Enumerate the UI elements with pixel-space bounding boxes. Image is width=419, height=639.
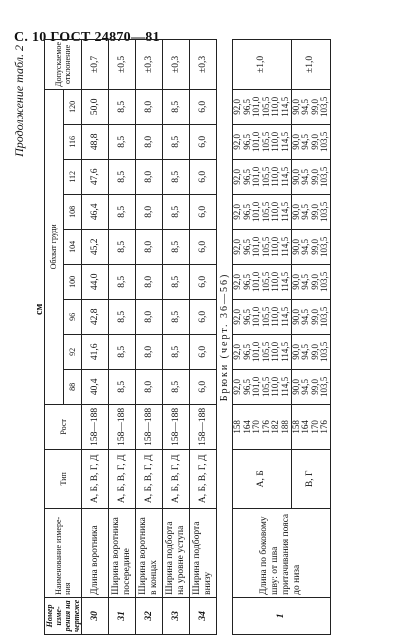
row-value: 50,0 [82, 89, 109, 124]
units-label: см [34, 303, 45, 315]
row-type: А, Б, В, Г, Д [190, 449, 217, 508]
row-values: 90,0 94,5 99,0 103,5 [291, 229, 330, 264]
row-value: 8,5 [163, 369, 190, 404]
row-tolerance: ±0,3 [136, 39, 163, 89]
row-value: 8,5 [163, 194, 190, 229]
row-value: 8,5 [109, 334, 136, 369]
row-tolerance: ±0,7 [82, 39, 109, 89]
row-name: Ширина подборта внизу [190, 508, 217, 597]
row-value: 8,0 [136, 194, 163, 229]
chest-size-100: 100 [63, 264, 82, 299]
row-value: 6,0 [190, 369, 217, 404]
col-tolerance: Допускаемое отклонение [45, 39, 82, 89]
row-values: 90,0 94,5 99,0 103,5 [291, 194, 330, 229]
row-value: 8,0 [136, 159, 163, 194]
row-name: Ширина подборта на уровне уступа [163, 508, 190, 597]
row-value: 8,5 [163, 334, 190, 369]
row-value: 6,0 [190, 264, 217, 299]
row-height: 158—188 [82, 404, 109, 449]
row-value: 6,0 [190, 124, 217, 159]
row-values: 90,0 94,5 99,0 103,5 [291, 299, 330, 334]
row-value: 6,0 [190, 89, 217, 124]
row-values: 90,0 94,5 99,0 103,5 [291, 334, 330, 369]
row-value: 8,5 [163, 159, 190, 194]
row-value: 47,6 [82, 159, 109, 194]
chest-size-108: 108 [63, 194, 82, 229]
row-tolerance: ±1,0 [233, 39, 292, 89]
row-num: 30 [82, 597, 109, 634]
row-value: 8,5 [109, 159, 136, 194]
row-tolerance: ±0,3 [190, 39, 217, 89]
row-height: 158—188 [163, 404, 190, 449]
col-name: Наименование измере-ния [45, 508, 82, 597]
row-value: 8,5 [109, 264, 136, 299]
row-value: 8,0 [136, 89, 163, 124]
col-num: Номер изме-рения на чертеже [45, 597, 82, 634]
table-body [82, 39, 331, 634]
row-values: 92,0 96,5 101,0 105,5 110,0 114,5 [233, 229, 292, 264]
row-value: 8,5 [109, 124, 136, 159]
row-values: 92,0 96,5 101,0 105,5 110,0 114,5 [233, 334, 292, 369]
row-value: 6,0 [190, 229, 217, 264]
table-row [233, 39, 292, 634]
row-value: 8,0 [136, 229, 163, 264]
row-name: Ширина воротника в концах [136, 508, 163, 597]
section-row [217, 39, 233, 634]
row-value: 45,2 [82, 229, 109, 264]
row-num: 33 [163, 597, 190, 634]
row-value: 6,0 [190, 299, 217, 334]
chest-size-96: 96 [63, 299, 82, 334]
row-values: 92,0 96,5 101,0 105,5 110,0 114,5 [233, 159, 292, 194]
measurements-table [44, 39, 331, 635]
chest-size-104: 104 [63, 229, 82, 264]
row-value: 44,0 [82, 264, 109, 299]
row-values: 90,0 94,5 99,0 103,5 [291, 264, 330, 299]
row-type: В, Г [291, 449, 330, 508]
row-value: 40,4 [82, 369, 109, 404]
row-type: А, Б [233, 449, 292, 508]
row-value: 8,5 [109, 299, 136, 334]
table-row [190, 39, 217, 634]
row-type: А, Б, В, Г, Д [136, 449, 163, 508]
chest-size-116: 116 [63, 124, 82, 159]
row-value: 48,8 [82, 124, 109, 159]
row-values: 90,0 94,5 99,0 103,5 [291, 159, 330, 194]
chest-size-120: 120 [63, 89, 82, 124]
chest-size-112: 112 [63, 159, 82, 194]
row-values: 90,0 94,5 99,0 103,5 [291, 89, 330, 124]
row-num: 34 [190, 597, 217, 634]
table-row [82, 39, 109, 634]
table-row [163, 39, 190, 634]
row-height: 158—188 [109, 404, 136, 449]
table-continuation-title: Продолжение табл. 2 [12, 45, 26, 157]
row-value: 8,5 [163, 89, 190, 124]
table-row [136, 39, 163, 634]
row-type: А, Б, В, Г, Д [109, 449, 136, 508]
row-name: Длина по боковому шву: от шва притачивания пояса до низа [233, 508, 331, 597]
row-value: 41,6 [82, 334, 109, 369]
row-type: А, Б, В, Г, Д [163, 449, 190, 508]
row-value: 8,5 [109, 369, 136, 404]
col-type: Тип [45, 449, 82, 508]
row-values: 92,0 96,5 101,0 105,5 110,0 114,5 [233, 124, 292, 159]
row-num: 31 [109, 597, 136, 634]
row-values: 92,0 96,5 101,0 105,5 110,0 114,5 [233, 194, 292, 229]
chest-size-88: 88 [63, 369, 82, 404]
row-value: 8,5 [163, 124, 190, 159]
row-value: 8,0 [136, 124, 163, 159]
col-chest: Обхват груди [45, 89, 64, 404]
row-value: 8,5 [109, 89, 136, 124]
col-height: Рост [45, 404, 82, 449]
row-value: 8,0 [136, 334, 163, 369]
row-num: 1 [233, 597, 331, 634]
row-value: 6,0 [190, 159, 217, 194]
row-height: 158—188 [136, 404, 163, 449]
row-values: 92,0 96,5 101,0 105,5 110,0 114,5 [233, 89, 292, 124]
row-tolerance: ±0,5 [109, 39, 136, 89]
page-header: С. 10 ГОСТ 24870—81 [14, 30, 160, 45]
row-value: 8,5 [163, 264, 190, 299]
row-value: 8,5 [163, 299, 190, 334]
section-title: Брюки (черт. 36—56) [217, 39, 233, 634]
row-num: 32 [136, 597, 163, 634]
row-values: 90,0 94,5 99,0 103,5 [291, 369, 330, 404]
row-height: 158—188 [190, 404, 217, 449]
rotated-table-page [10, 35, 410, 635]
row-value: 8,5 [109, 229, 136, 264]
chest-size-92: 92 [63, 334, 82, 369]
row-value: 6,0 [190, 334, 217, 369]
row-name: Ширина воротника посередине [109, 508, 136, 597]
row-values: 92,0 96,5 101,0 105,5 110,0 114,5 [233, 369, 292, 404]
row-value: 8,0 [136, 264, 163, 299]
row-tolerance: ±1,0 [291, 39, 330, 89]
row-values: 92,0 96,5 101,0 105,5 110,0 114,5 [233, 299, 292, 334]
row-values: 90,0 94,5 99,0 103,5 [291, 124, 330, 159]
row-heights: 158 164 170 176 [291, 404, 330, 449]
row-value: 42,8 [82, 299, 109, 334]
row-name: Длина воротника [82, 508, 109, 597]
row-value: 8,5 [109, 194, 136, 229]
row-values: 92,0 96,5 101,0 105,5 110,0 114,5 [233, 264, 292, 299]
table-row [109, 39, 136, 634]
row-heights: 158 164 170 176 182 188 [233, 404, 292, 449]
row-value: 6,0 [190, 194, 217, 229]
row-value: 8,0 [136, 299, 163, 334]
row-value: 46,4 [82, 194, 109, 229]
row-tolerance: ±0,3 [163, 39, 190, 89]
row-value: 8,0 [136, 369, 163, 404]
row-type: А, Б, В, Г, Д [82, 449, 109, 508]
row-value: 8,5 [163, 229, 190, 264]
